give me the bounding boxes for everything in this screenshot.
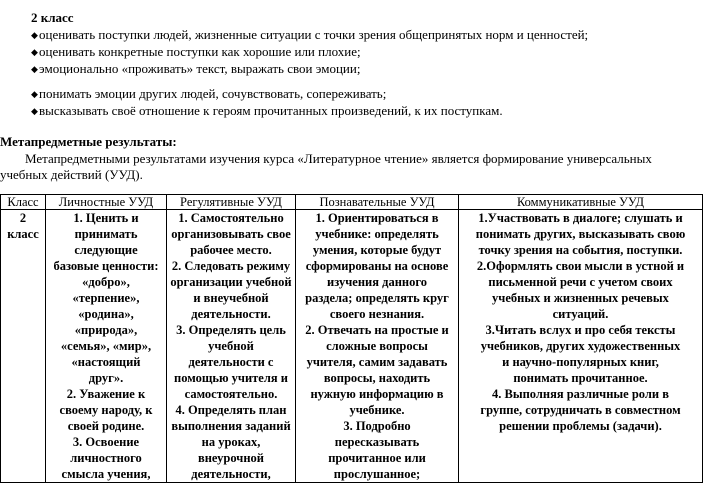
header-cognitive-uud: Познавательные УУД bbox=[296, 195, 459, 210]
bullet-item bbox=[31, 61, 360, 77]
cell-line: учителя, самим задавать bbox=[306, 355, 448, 369]
cell-line: друг». bbox=[88, 371, 124, 385]
diamond-bullet-icon: ◆ bbox=[31, 64, 38, 74]
cell-line: «терпение», bbox=[72, 291, 140, 305]
bullet-text: высказывать своё отношение к героям прочитанных произведений, к их поступкам. bbox=[39, 103, 503, 118]
cell-line: нужную информацию в bbox=[310, 387, 444, 401]
cell-line: 4. Выполняя различные роли в bbox=[491, 387, 669, 401]
cell-line: помощью учителя и bbox=[174, 371, 288, 385]
cell-line: учебнике. bbox=[349, 403, 405, 417]
uud-table bbox=[0, 194, 703, 483]
cell-line: 1. Самостоятельно bbox=[178, 211, 284, 225]
cell-line: группе, сотрудничать в совместном bbox=[480, 403, 681, 417]
cell-line: 3.Читать вслух и про себя тексты bbox=[485, 323, 676, 337]
cell-line: «семья», «мир», bbox=[60, 339, 152, 353]
cell-line: 1. Ориентироваться в bbox=[315, 211, 439, 225]
cell-line: «добро», bbox=[82, 275, 130, 289]
bullet-text: оценивать поступки людей, жизненные ситуации с точки зрения общепринятых норм и ценностей; bbox=[39, 27, 589, 42]
cell-line: 2.Оформлять свои мысли в устной и bbox=[476, 259, 685, 273]
cell-line: 1.Участвовать в диалоге; слушать и bbox=[478, 211, 683, 225]
bullet-item bbox=[31, 44, 361, 60]
cell-line: 2. Отвечать на простые и bbox=[305, 323, 449, 337]
bullet-item bbox=[31, 103, 503, 119]
cell-communicative-uud bbox=[459, 210, 703, 483]
cell-line: 2. Следовать режиму bbox=[171, 259, 291, 273]
diamond-bullet-icon: ◆ bbox=[31, 47, 38, 57]
cell-line: 3. Определять цель bbox=[176, 323, 286, 337]
cell-line: вопросы, находить bbox=[323, 371, 431, 385]
cell-line: 4. Определять план bbox=[175, 403, 287, 417]
cell-line: принимать bbox=[74, 227, 138, 241]
cell-line: 2. Уважение к bbox=[66, 387, 146, 401]
cell-line: точку зрения на события, поступки. bbox=[478, 243, 683, 257]
cell-line: личностного bbox=[70, 451, 142, 465]
cell-line: понимать прочитанное. bbox=[513, 371, 648, 385]
table-row bbox=[1, 210, 703, 483]
cell-line: пересказывать bbox=[334, 435, 420, 449]
bullet-item bbox=[31, 27, 588, 43]
cell-line: «природа», bbox=[74, 323, 138, 337]
diamond-bullet-icon: ◆ bbox=[31, 30, 38, 40]
cell-line: учебников, других художественных bbox=[480, 339, 681, 353]
cell-cognitive-uud bbox=[296, 210, 459, 483]
meta-results-paragraph: Метапредметными результатами изучения курса «Литературное чтение» является формирование универсальных учебных действий (УУД). bbox=[0, 151, 652, 182]
cell-line: умения, которые будут bbox=[312, 243, 442, 257]
bullet-text: эмоционально «проживать» текст, выражать свои эмоции; bbox=[39, 61, 361, 76]
cell-line: внеурочной bbox=[197, 451, 265, 465]
cell-line: деятельности. bbox=[191, 307, 271, 321]
cell-line: учебных и жизненных речевых bbox=[492, 291, 669, 305]
header-personal-uud: Личностные УУД bbox=[46, 195, 167, 210]
cell-line: учебнике: определять bbox=[315, 227, 439, 241]
header-communicative-uud: Коммуникативные УУД bbox=[459, 195, 703, 210]
cell-line: раздела; определять круг bbox=[305, 291, 449, 305]
cell-line: и научно-популярных книг, bbox=[502, 355, 659, 369]
cell-line: базовые ценности: bbox=[53, 259, 159, 273]
cell-line: письменной речи с учетом своих bbox=[488, 275, 673, 289]
cell-line: сложные вопросы bbox=[326, 339, 428, 353]
cell-line: понимать других, высказывать свою bbox=[475, 227, 686, 241]
header-regulatory-uud: Регулятивные УУД bbox=[167, 195, 296, 210]
cell-line: организации учебной bbox=[170, 275, 292, 289]
cell-line: выполнения заданий bbox=[171, 419, 291, 433]
cell-line: 2 bbox=[19, 211, 27, 225]
bullet-text: оценивать конкретные поступки как хорошие или плохие; bbox=[39, 44, 361, 59]
cell-line: прочитанное или bbox=[328, 451, 426, 465]
cell-line: самостоятельно. bbox=[184, 387, 278, 401]
cell-line: «родина», bbox=[78, 307, 134, 321]
diamond-bullet-icon: ◆ bbox=[31, 89, 38, 99]
header-grade: Класс bbox=[1, 195, 46, 210]
meta-results-title: Метапредметные результаты: bbox=[0, 134, 177, 149]
cell-grade bbox=[1, 210, 46, 483]
cell-line: ситуаций. bbox=[552, 307, 609, 321]
cell-line: «настоящий bbox=[71, 355, 141, 369]
cell-line: своего незнания. bbox=[329, 307, 425, 321]
cell-regulatory-uud bbox=[167, 210, 296, 483]
cell-line: 3. Подробно bbox=[343, 419, 411, 433]
bullet-text: понимать эмоции других людей, сочувствовать, сопереживать; bbox=[39, 86, 387, 101]
cell-line: 3. Освоение bbox=[72, 435, 140, 449]
bullet-item bbox=[31, 86, 386, 102]
cell-line: следующие bbox=[74, 243, 138, 257]
cell-line: деятельности, bbox=[191, 467, 271, 481]
grade-heading: 2 класс bbox=[31, 10, 74, 25]
cell-line: прослушанное; bbox=[333, 467, 421, 481]
cell-line: учебной bbox=[208, 339, 254, 353]
cell-line: решении проблемы (задачи). bbox=[499, 419, 662, 433]
cell-line: класс bbox=[7, 227, 39, 241]
cell-personal-uud bbox=[46, 210, 167, 483]
diamond-bullet-icon: ◆ bbox=[31, 106, 38, 116]
cell-line: сформированы на основе bbox=[305, 259, 449, 273]
cell-line: организовывать свое bbox=[171, 227, 291, 241]
cell-line: рабочее место. bbox=[190, 243, 272, 257]
cell-line: своему народу, к bbox=[59, 403, 153, 417]
table-header-row bbox=[1, 195, 703, 210]
cell-line: 1. Ценить и bbox=[73, 211, 139, 225]
cell-line: и внеучебной bbox=[193, 291, 269, 305]
cell-line: деятельности с bbox=[188, 355, 274, 369]
cell-line: своей родине. bbox=[67, 419, 145, 433]
cell-line: смысла учения, bbox=[61, 467, 151, 481]
cell-line: изучения данного bbox=[327, 275, 427, 289]
cell-line: на уроках, bbox=[201, 435, 261, 449]
